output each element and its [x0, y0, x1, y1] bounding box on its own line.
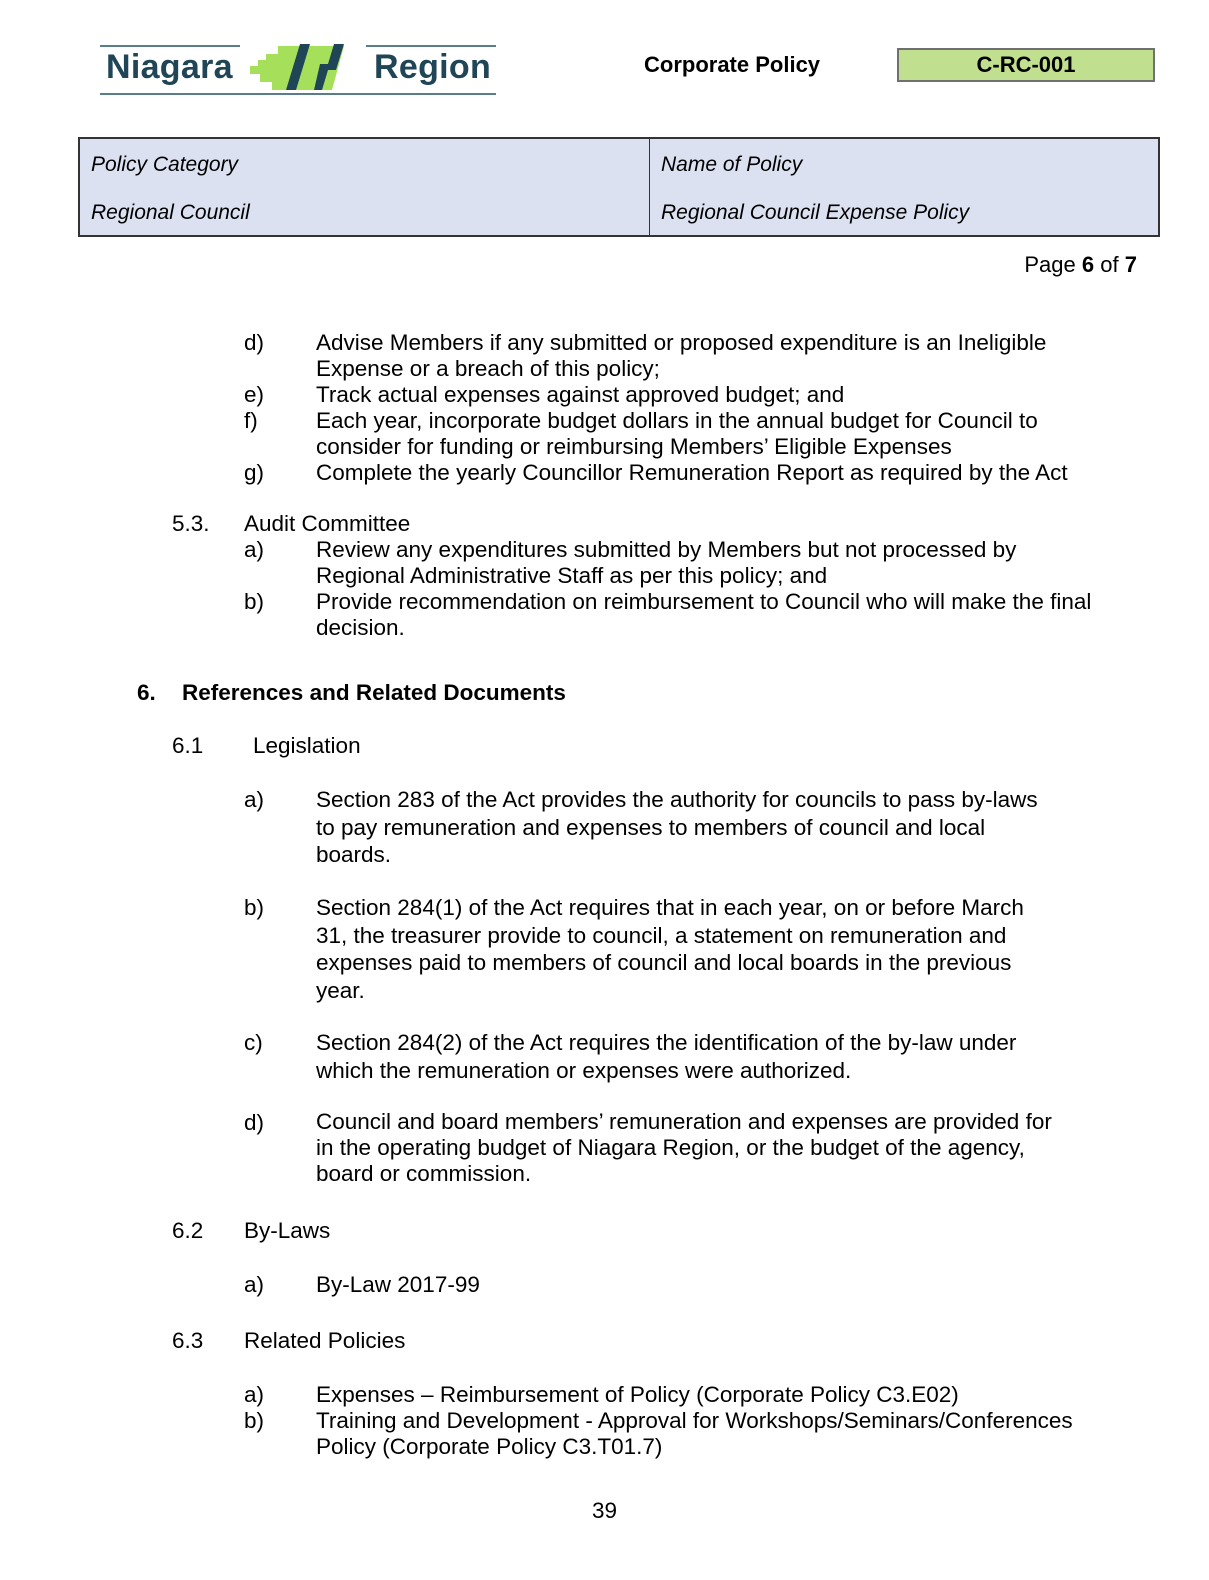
list-item: Each year, incorporate budget dollars in the annual budget for Council to consider for funding or reimbursing Members’ Eligible Expenses — [316, 408, 1038, 459]
policy-category-value: Regional Council — [91, 201, 250, 224]
subsection-title: By-Laws — [244, 1218, 331, 1243]
list-item: Review any expenditures submitted by Members but not processed by Regional Administrative Staff as per this policy; and — [316, 537, 1017, 588]
section-title: Audit Committee — [244, 511, 411, 536]
policy-code-badge: C-RC-001 — [897, 48, 1155, 82]
subsection-title: Related Policies — [244, 1328, 406, 1353]
list-item: Advise Members if any submitted or proposed expenditure is an Ineligible Expense or a breach of this policy; — [316, 330, 1047, 381]
list-item: Training and Development - Approval for Workshops/Seminars/Conferences Policy (Corporate Policy C3.T01.7) — [316, 1408, 1073, 1459]
total-pages: 7 — [1124, 252, 1137, 277]
policy-name-cell — [650, 139, 1158, 235]
list-item: By-Law 2017-99 — [316, 1272, 480, 1297]
policy-name-value: Regional Council Expense Policy — [661, 201, 970, 224]
current-page: 6 — [1081, 252, 1095, 277]
list-item: Section 283 of the Act provides the authority for councils to pass by-laws to pay remuneration and expenses to members of council and local boards. — [316, 787, 1038, 867]
logo-word-left: Niagara — [106, 48, 233, 86]
logo-word-right: Region — [374, 48, 492, 86]
subsection-title: Legislation — [253, 733, 361, 758]
document-type-title: Corporate Policy — [644, 52, 821, 77]
footer-page-number: 39 — [591, 1498, 618, 1523]
logo-rule-top-left — [100, 45, 240, 47]
list-item: Complete the yearly Councillor Remuneration Report as required by the Act — [316, 460, 1068, 485]
list-item: Track actual expenses against approved budget; and — [316, 382, 845, 407]
list-item: Section 284(1) of the Act requires that in each year, on or before March 31, the treasurer provide to council, a statement on remuneration and expenses paid to members of council and local boards in the previous year. — [316, 895, 1024, 1003]
list-item: Provide recommendation on reimbursement to Council who will make the final decision. — [316, 589, 1092, 640]
section-number: 5.3. — [172, 511, 210, 536]
section-6-number: 6. — [137, 680, 156, 705]
policy-name-label: Name of Policy — [661, 153, 803, 176]
page-indicator: Page 6 of 7 — [1024, 252, 1137, 277]
list-item: Section 284(2) of the Act requires the identification of the by-law under which the remuneration or expenses were authorized. — [316, 1030, 1017, 1083]
policy-category-cell — [80, 139, 650, 235]
niagara-region-logo — [98, 40, 498, 98]
list-item: Council and board members’ remuneration and expenses are provided for in the operating budget of Niagara Region, or the budget of the agency, board or commission. — [316, 1109, 1052, 1186]
policy-info-table — [78, 137, 1160, 237]
logo-rule-top-right — [366, 45, 496, 47]
section-6-title: References and Related Documents — [182, 680, 566, 705]
list-item: Expenses – Reimbursement of Policy (Corporate Policy C3.E02) — [316, 1382, 959, 1407]
logo-mark-icon — [244, 42, 369, 94]
policy-category-label: Policy Category — [91, 153, 239, 176]
